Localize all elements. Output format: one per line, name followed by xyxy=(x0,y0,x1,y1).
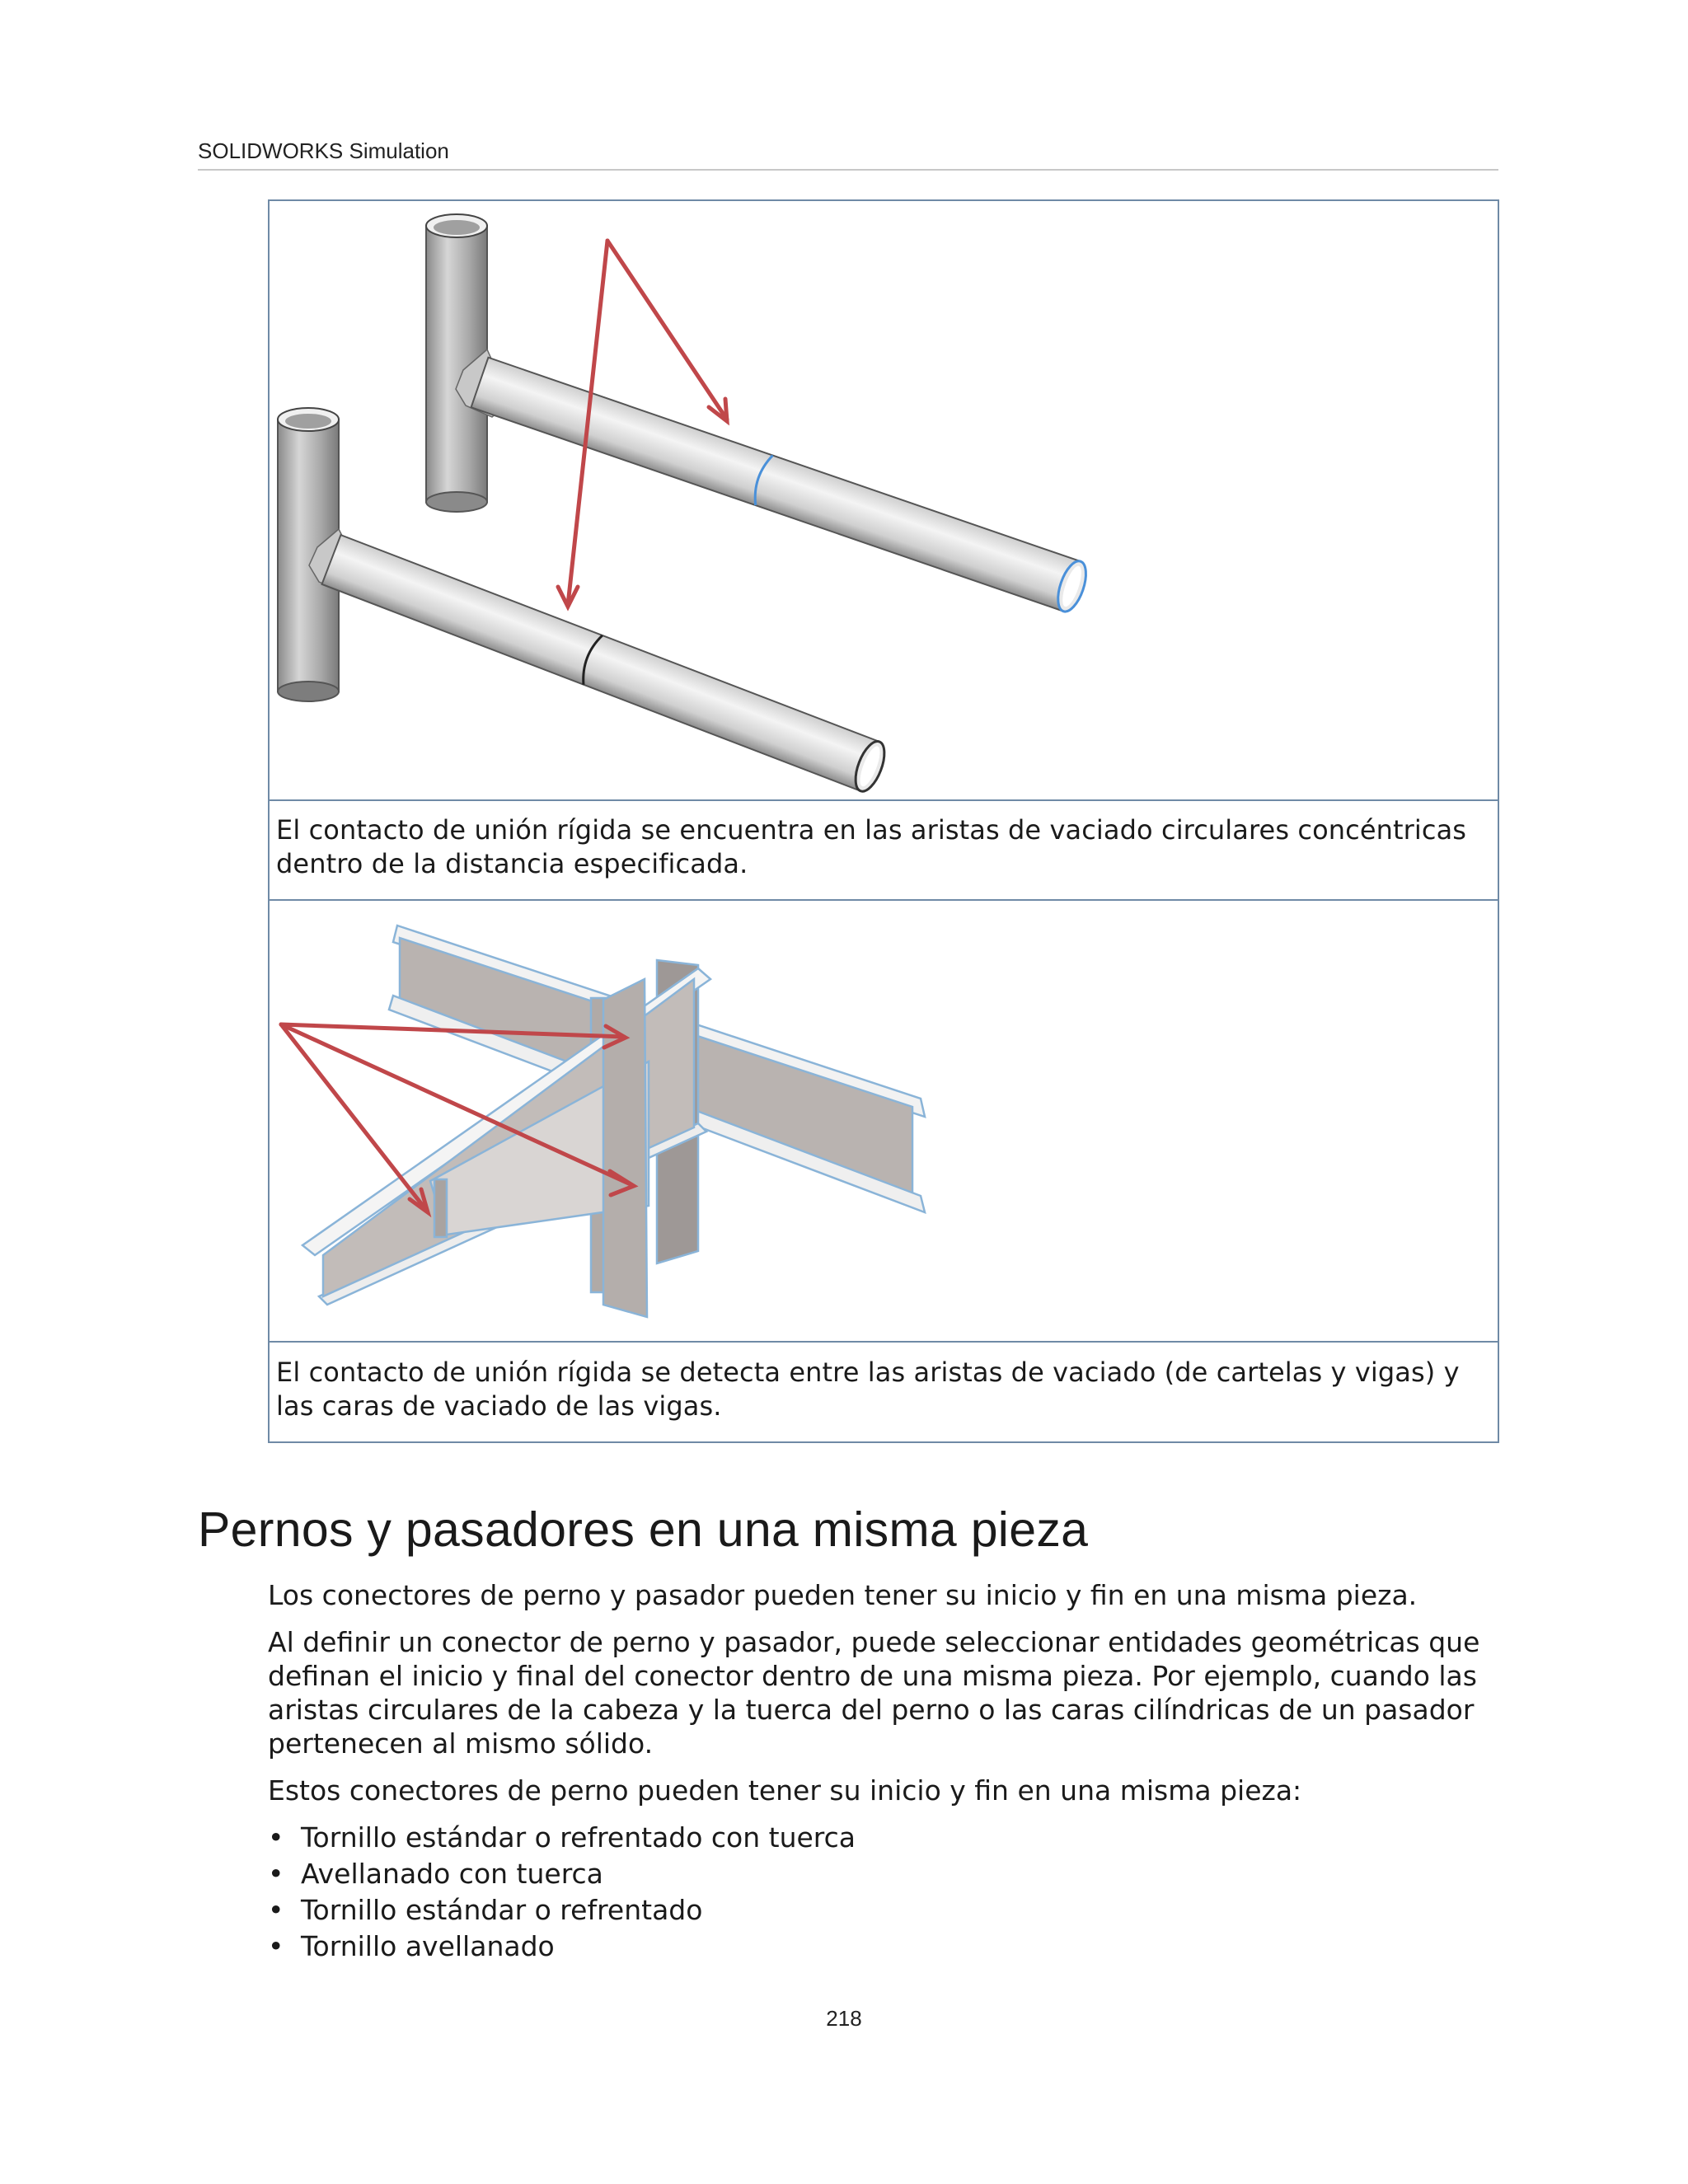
figure-caption-2: El contacto de unión rígida se detecta entre las aristas de vaciado (de cartelas y vigas) y las caras de vaciado de las vigas. xyxy=(276,1357,1460,1422)
bullet-icon: • xyxy=(268,1930,284,1962)
upper-pipe-assembly xyxy=(426,214,1091,615)
pipes-illustration xyxy=(270,201,1498,799)
bullet-icon: • xyxy=(268,1894,284,1926)
list-item: • Tornillo avellanado xyxy=(268,1930,555,1962)
bolt-types-list xyxy=(268,1821,1498,1966)
list-item: • Tornillo estándar o refrentado con tuerca xyxy=(268,1821,856,1854)
bullet-icon: • xyxy=(268,1821,284,1854)
list-item: • Tornillo estándar o refrentado xyxy=(268,1894,703,1926)
section-body xyxy=(268,1578,1498,1966)
paragraph-2: Al definir un conector de perno y pasador, puede seleccionar entidades geométricas que definan el inicio y final del conector dentro de una misma pieza. Por ejemplo, cuando las aristas circulares de la cabeza y la tuerca del perno o las caras cilíndricas de un pasador pertenecen al mismo sólido. xyxy=(268,1626,1480,1760)
paragraph-1: Los conectores de perno y pasador pueden tener su inicio y fin en una misma pieza. xyxy=(268,1579,1418,1611)
list-item: • Avellanado con tuerca xyxy=(268,1858,603,1890)
page-number: 218 xyxy=(826,2006,862,2031)
figure-caption-1: El contacto de unión rígida se encuentra en las aristas de vaciado circulares concéntricas dentro de la distancia especificada. xyxy=(270,801,1498,901)
figure-beams-image xyxy=(270,901,1498,1343)
paragraph-3: Estos conectores de perno pueden tener su inicio y fin en una misma pieza: xyxy=(268,1774,1302,1807)
beams-illustration xyxy=(270,901,1498,1341)
figure-pipes-image xyxy=(270,201,1498,801)
bullet-icon: • xyxy=(268,1858,284,1890)
figure-table xyxy=(268,199,1499,1443)
section-title: Pernos y pasadores en una misma pieza xyxy=(198,1502,1089,1557)
running-header: SOLIDWORKS Simulation xyxy=(198,138,1498,171)
